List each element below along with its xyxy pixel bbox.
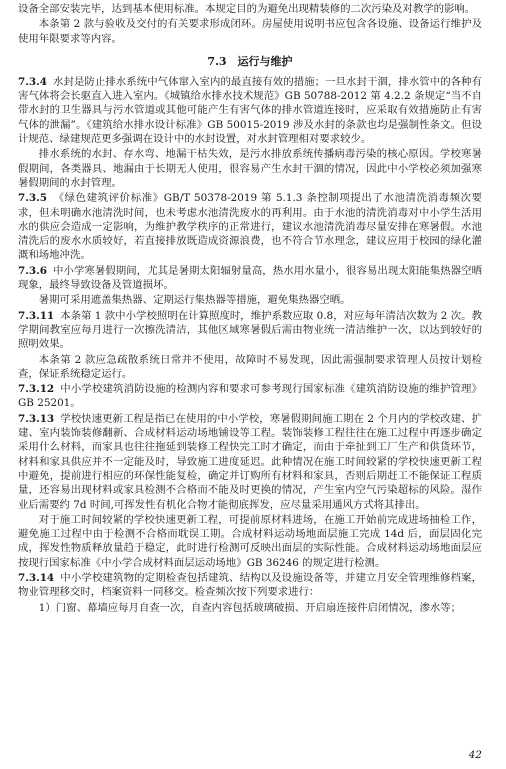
clause-7-3-4: 7.3.4 水封是防止排水系统中气体窜入室内的最直接有效的措施；一旦水封干涸，排水管中的各种有害气体将会长驱直入进入室内。《城镇给水排水技术规范》GB 50788-2012 第 4.2.2 条规定“当不自带水封的卫生器具与污水管道或其他可能产生有害气体的排水管道连接时，应采取有效措施防止有害气体的泄漏”。《建筑给水排水设计标准》GB 50015-2019 涉及水封的条款也均是强制性条文。但设计规范、绿建规范更多强调在设计中的水封设置，对水封管理相对要求较少。 — [18, 75, 482, 146]
clause-7-3-5: 7.3.5 《绿色建筑评价标准》GB/T 50378-2019 第 5.1.3 条控制项提出了水池清洗消毒频次要求，但未明确水池清洗时间，也未考虑水池清洗废水的再利用。由于水池的清洗消毒对中小学生活用水的供应会造成一定影响，为维护教学秩序的正常进行，建议水池清洗消毒尽量安排在寒暑假。水池清洗后的废水水质较好，若直接排放既造成资源浪费，也不符合节水理念，建议应用于校园的绿化灌溉和场地冲洗。 — [18, 192, 482, 262]
clause-number: 7.3.14 — [18, 571, 55, 584]
clause-number: 7.3.5 — [18, 192, 47, 205]
paragraph: 本条第 2 款与验收及交付的有关要求形成闭环。房屋使用说明书应包含各设施、设备运行维护及使用年限要求等内容。 — [18, 18, 482, 45]
list-item: 1）门窗、幕墙应每月自查一次，自查内容包括玻璃破损、开启扇连接件启闭情况，渗水等； — [38, 601, 462, 614]
clause-7-3-11: 7.3.11 本条第 1 款中小学校照明在计算照度时，维护系数应取 0.8，对应每年清洁次数为 2 次。教学期间教室应每月进行一次擦洗清洁，其他区域寒暑假后需由物业统一清洁维护一次，以达到较好的照明效果。 — [18, 309, 482, 351]
paragraph: 对于施工时间较紧的学校快速更新工程，可提前原材料进场，在施工开始前完成进场抽检工作，避免施工过程中由于检测不合格而耽误工期。合成材料运动场地面层施工完成 14d 后，面层固化完成，挥发性物质释放量趋于稳定，此时进行检测可反映出面层的实际性能。合成材料运动场地面层应按现行国家标准《中小学合成材料面层运动场地》GB 36246 的规定进行检测。 — [18, 513, 482, 569]
clause-7-3-6: 7.3.6 中小学寒暑假期间，尤其是暑期太阳辐射量高，热水用水量小，很容易出现太阳能集热器空晒现象，最终导致设备及管道损坏。 — [18, 264, 482, 292]
clause-number: 7.3.11 — [18, 309, 55, 322]
paragraph: 排水系统的水封、存水弯、地漏干枯失效，是污水排放系统传播病毒污染的核心原因。学校寒暑假期间，各类器具、地漏由于长期无人使用，很容易产生水封干涸的情况，因此中小学校必须加强寒暑假期间的水封管理。 — [18, 148, 482, 189]
section-heading: 7.3 运行与维护 — [207, 54, 293, 68]
paragraph: 暑期可采用遮盖集热器、定期运行集热器等措施，避免集热器空晒。 — [38, 294, 351, 307]
page-number: 42 — [468, 749, 482, 761]
clause-7-3-13: 7.3.13 学校快速更新工程是指已在使用的中小学校，寒暑假期间施工期在 2 个月内的学校改建、扩建、室内装饰装修翻新、合成材料运动场地铺设等工程。装饰装修工程往往在施工过程中再逐步确定采用什么材料，而家具也往往拖延到装修工程快完工时才确定，而由于牵扯到工厂生产和供货环节，材料和家具供应并不一定能及时，导致施工进度延迟。此种情况在施工时间较紧的学校快速更新工程中避免，提前进行相应的环保性能复检，确定并订购所有材料和家具，否则后期赶工不能保证工程质量，还容易出现材料或家具检测不合格而不能及时更换的情况，产生室内空气污染超标的风险。湿作业后需要约 7d 时间,可挥发性有机化合物才能彻底挥发，应尽量采用通风方式将其排出。 — [18, 412, 482, 511]
clause-number: 7.3.13 — [18, 412, 55, 425]
paragraph: 本条第 2 款应急疏散系统日常并不使用，故障时不易发现，因此需强制要求管理人员按计划检查，保证系统稳定运行。 — [18, 353, 482, 380]
clause-number: 7.3.4 — [18, 75, 47, 88]
paragraph: 设备全部安装完毕，达到基本使用标准。本规定目的为避免出现精装修的二次污染及对教学的影响。 — [18, 3, 476, 15]
clause-number: 7.3.6 — [18, 264, 47, 277]
clause-7-3-12: 7.3.12 中小学校建筑消防设施的检测内容和要求可参考现行国家标准《建筑消防设施的维护管理》GB 25201。 — [18, 383, 482, 410]
clause-number: 7.3.12 — [18, 383, 55, 396]
clause-7-3-14: 7.3.14 中小学校建筑物的定期检查包括建筑、结构以及设施设备等，并建立月安全管理维修档案，物业管理移交时，档案资料一同移交。检查频次按下列要求进行： — [18, 571, 482, 599]
